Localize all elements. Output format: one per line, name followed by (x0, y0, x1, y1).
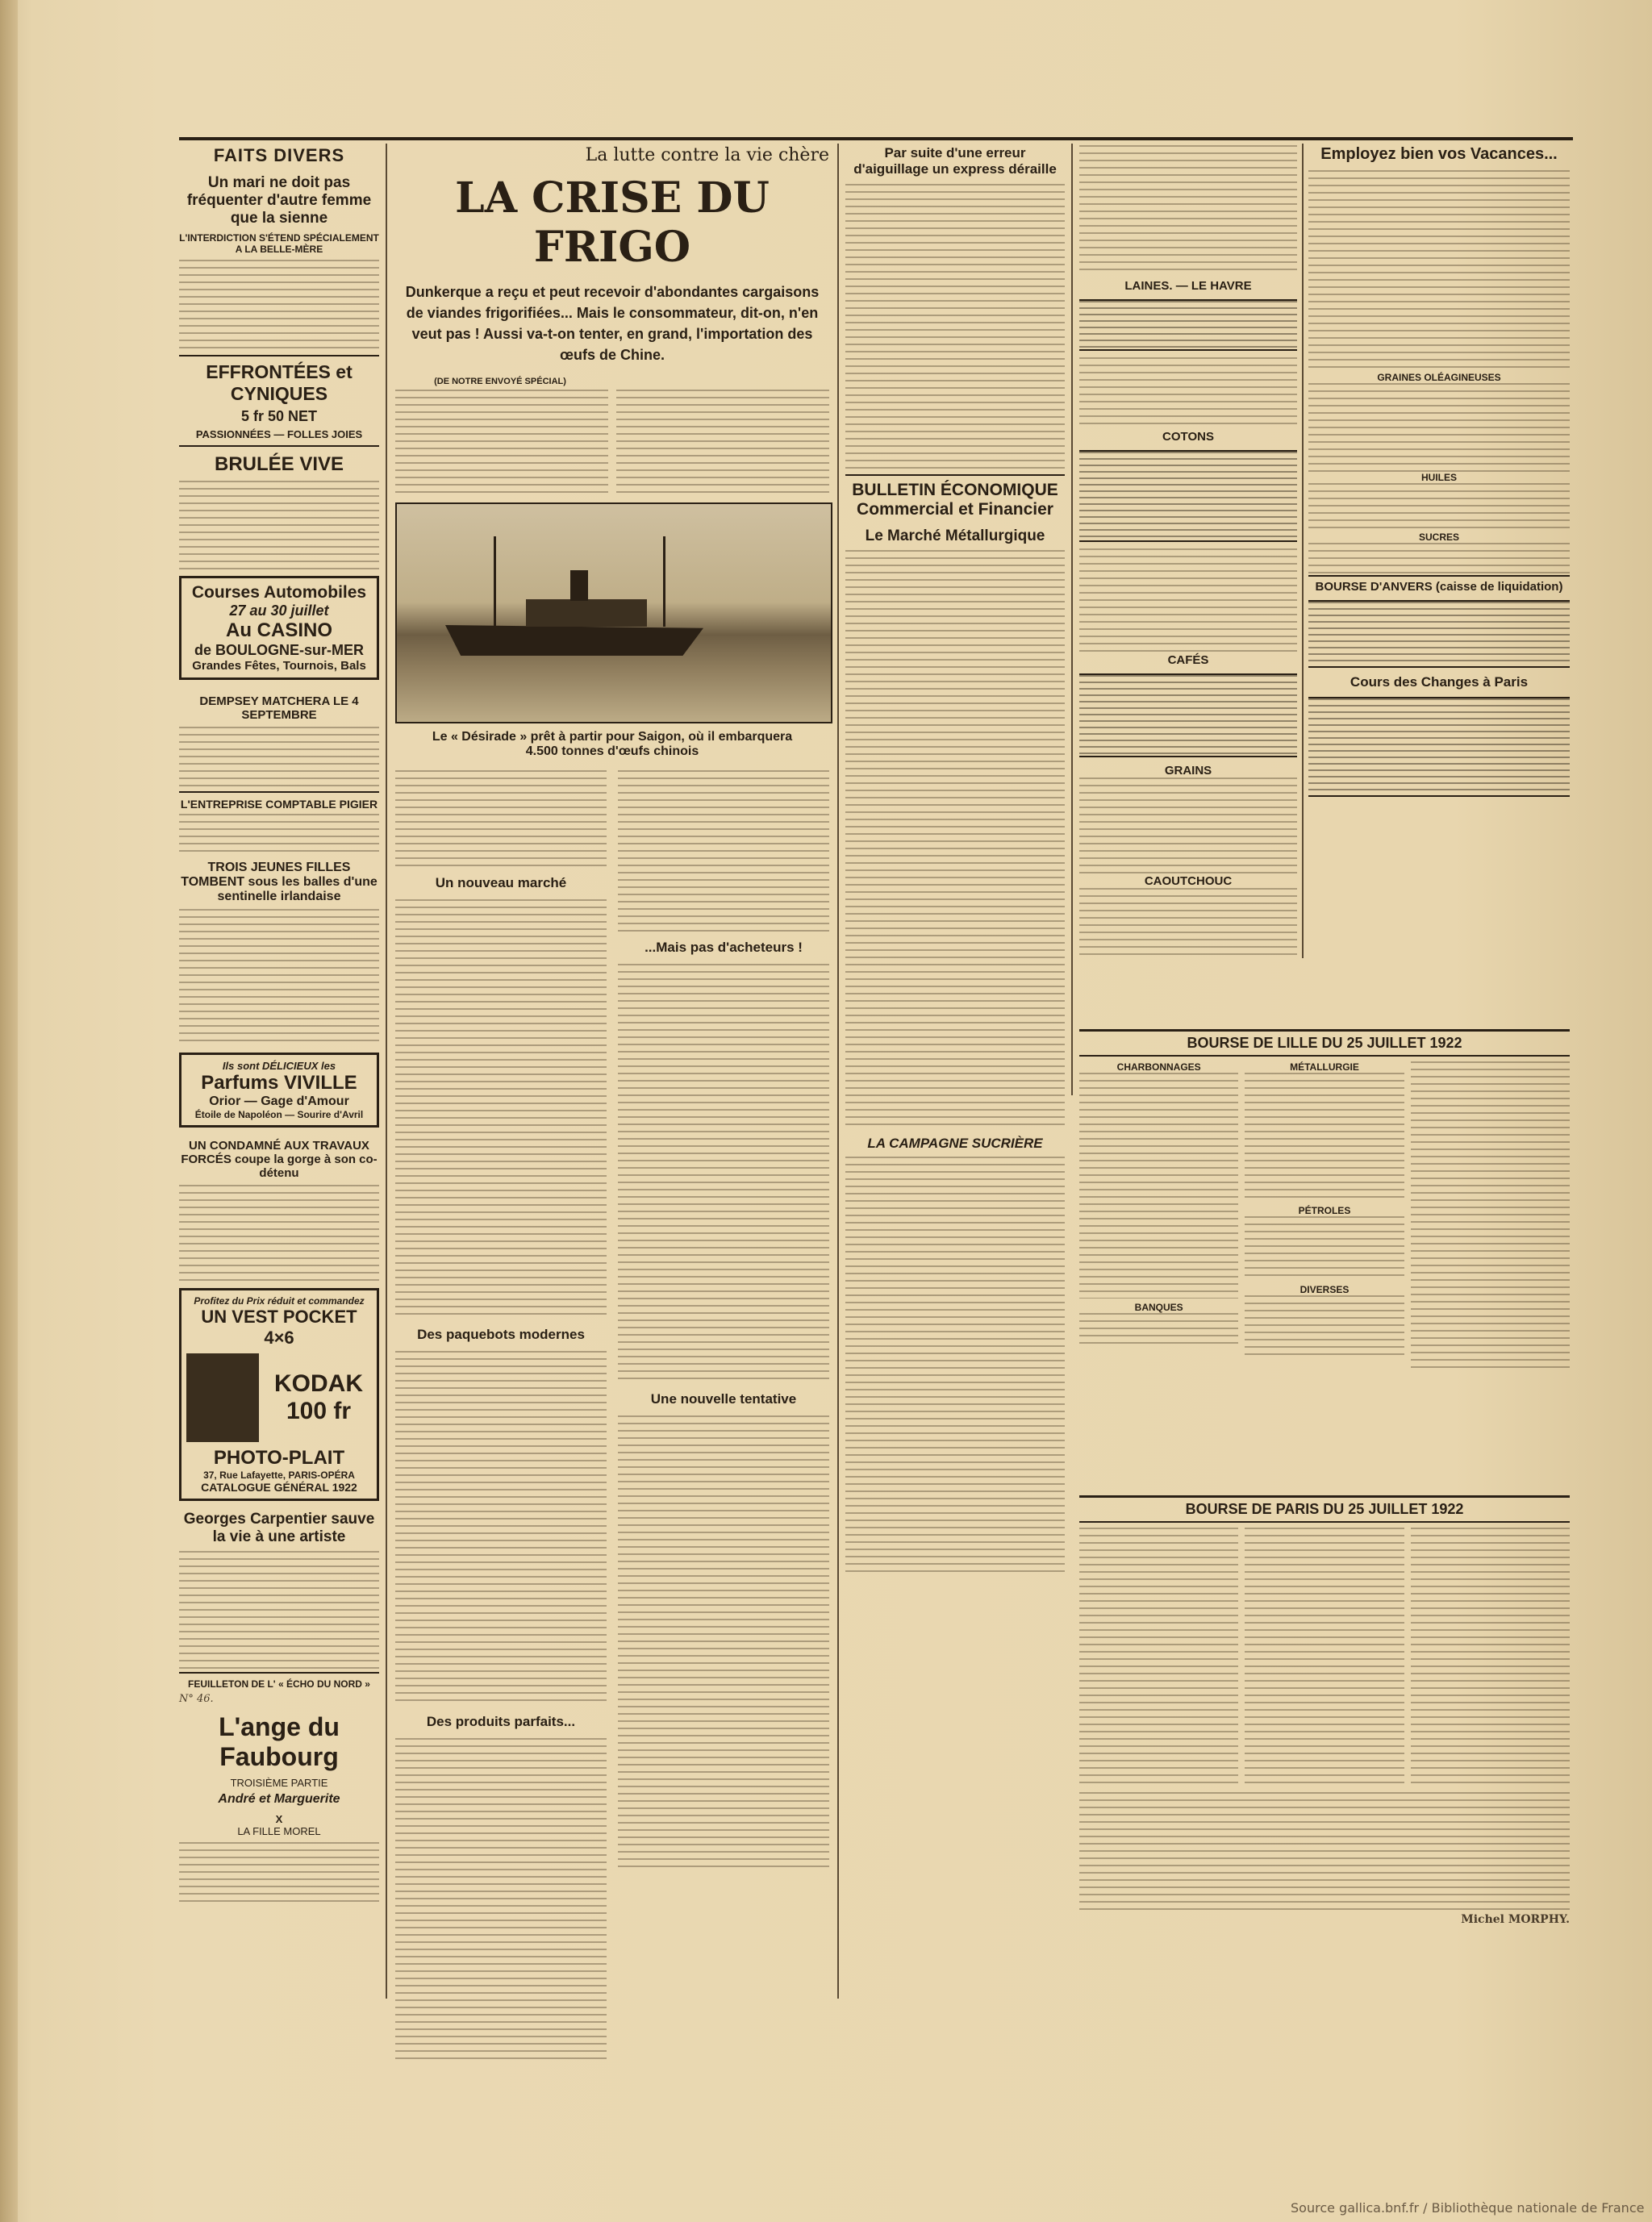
ad-line: Grandes Fêtes, Tournois, Bals (192, 659, 366, 673)
market-heading: SUCRES (1418, 532, 1459, 543)
ad-line: 27 au 30 juillet (229, 602, 329, 619)
article-text (395, 1351, 607, 1706)
ad-line: CATALOGUE GÉNÉRAL 1922 (201, 1481, 357, 1494)
ad-kodak (179, 1288, 379, 1501)
ad-body (186, 1353, 372, 1442)
ad-text (179, 814, 379, 854)
headline-campagne-sucriere: LA CAMPAGNE SUCRIÈRE (867, 1136, 1043, 1151)
photo-caption: Le « Désirade » prêt à partir pour Saigon, où il embarquera (432, 730, 793, 744)
market-text (1308, 483, 1570, 532)
lille-grid (1079, 1061, 1570, 1368)
kicker: La lutte contre la vie chère (585, 145, 829, 165)
bulletin-subtitle: Commercial et Financier (857, 500, 1053, 519)
column-vacances (1308, 145, 1570, 952)
quote-rows (1245, 1073, 1404, 1202)
top-rule (179, 137, 1573, 140)
novel-continuation (1079, 1792, 1570, 1913)
quote-rows (1079, 1313, 1238, 1345)
subhead: ...Mais pas d'acheteurs ! (645, 940, 803, 955)
article-column-left (395, 770, 607, 2061)
ad-casino-boulogne (179, 576, 379, 680)
column-bulletin (845, 145, 1065, 1597)
headline-vacances: Employez bien vos Vacances... (1320, 145, 1558, 163)
article-text (179, 481, 379, 569)
chapter-number: X (275, 1813, 283, 1825)
group-heading: BANQUES (1134, 1302, 1183, 1313)
ad-line: Étoile de Napoléon — Sourire d'Avril (194, 1109, 364, 1120)
ad-line: 37, Rue Lafayette, PARIS-OPÉRA (203, 1470, 355, 1481)
article-text (618, 1415, 829, 1867)
market-table (1079, 673, 1297, 757)
subhead: Des produits parfaits... (426, 1714, 576, 1729)
anvers-table (1308, 600, 1570, 668)
source-credit: Source gallica.bnf.fr / Bibliothèque nationale de France (1291, 2200, 1645, 2216)
bourse-lille (1079, 1029, 1570, 1313)
article-text (845, 184, 1065, 474)
byline: (DE NOTRE ENVOYÉ SPÉCIAL) (434, 377, 566, 386)
changes-title: Cours des Changes à Paris (1350, 674, 1529, 690)
column-faits-divers (179, 145, 379, 2178)
ad-line: Parfums VIVILLE (201, 1072, 357, 1094)
ad-line: Orior — Gage d'Amour (209, 1094, 349, 1108)
ad-parfums-viville (179, 1053, 379, 1128)
article-text (395, 899, 607, 1319)
photo-caption: 4.500 tonnes d'œufs chinois (525, 744, 699, 758)
headline-metallurgique: Le Marché Métallurgique (865, 527, 1045, 544)
bourse-anvers-title: BOURSE D'ANVERS (caisse de liquidation) (1308, 575, 1570, 594)
subhead: Un nouveau marché (435, 875, 567, 890)
ad-line: PHOTO-PLAIT (213, 1447, 345, 1469)
market-text (1079, 548, 1297, 653)
quote-rows (1411, 1061, 1570, 1368)
market-text (1079, 777, 1297, 874)
quote-rows (1079, 1073, 1238, 1299)
feuilleton-number: N° 46. (179, 1693, 214, 1705)
bourse-paris-title: BOURSE DE PARIS DU 25 JUILLET 1922 (1079, 1495, 1570, 1523)
subhead-interdiction: L'INTERDICTION S'ÉTEND SPÉCIALEMENT A LA BELLE-MÈRE (179, 232, 379, 255)
market-text (1079, 145, 1297, 274)
ad-brand: KODAK (274, 1370, 363, 1397)
novel-part: TROISIÈME PARTIE (230, 1777, 328, 1789)
paris-grid (1079, 1528, 1570, 1786)
headline-condamne: UN CONDAMNÉ AUX TRAVAUX FORCÉS coupe la gorge à son co-détenu (181, 1139, 378, 1180)
column-rule (386, 144, 387, 1999)
lille-col (1079, 1061, 1238, 1368)
column-markets (1079, 145, 1297, 1081)
article-crise-du-frigo (395, 145, 829, 2129)
bulletin-title: BULLETIN ÉCONOMIQUE (845, 474, 1065, 500)
ship-mast (494, 536, 496, 627)
headline-jeunes-filles: TROIS JEUNES FILLES TOMBENT sous les balles d'une sentinelle irlandaise (181, 861, 378, 903)
article-column-right (618, 770, 829, 2061)
headline-express: Par suite d'une erreur d'aiguillage un express déraille (853, 145, 1057, 177)
market-heading: GRAINES OLÉAGINEUSES (1377, 372, 1501, 383)
ad-line: de BOULOGNE-sur-MER (194, 642, 364, 658)
ad-effrontees (179, 355, 379, 447)
ad-price: 100 fr (286, 1398, 352, 1424)
market-table (1079, 299, 1297, 351)
market-heading: HUILES (1420, 472, 1457, 483)
column-rule (1071, 144, 1073, 1095)
article-text (179, 1185, 379, 1282)
column-rule (837, 144, 839, 1999)
article-text (1308, 170, 1570, 372)
article-text (845, 1157, 1065, 1576)
article-text (179, 727, 379, 791)
market-table (1079, 450, 1297, 542)
bourse-lille-title: BOURSE DE LILLE DU 25 JUILLET 1922 (1079, 1029, 1570, 1057)
column-rule (1302, 144, 1304, 958)
deck: Dunkerque a reçu et peut recevoir d'abondantes cargaisons de viandes frigorifiées... Mais le consommateur, dit-on, n'en veut pas ! Aussi va-t-on tenter, en grand, l'importation des œufs de Chine. (405, 284, 820, 363)
quote-rows (1411, 1528, 1570, 1786)
bourse-paris (1079, 1495, 1570, 1947)
ad-title: EFFRONTÉES et CYNIQUES (206, 361, 353, 404)
article-columns (395, 770, 829, 2061)
ad-line: UN VEST POCKET 4×6 (201, 1307, 357, 1348)
ad-line: Au CASINO (226, 619, 332, 641)
ship-photo (395, 502, 832, 723)
chapter-title: LA FILLE MOREL (237, 1825, 321, 1837)
market-heading: LAINES. — LE HAVRE (1124, 279, 1252, 293)
binding-spine (0, 0, 18, 2222)
market-heading: GRAINS (1164, 764, 1212, 777)
market-heading: COTONS (1162, 430, 1214, 444)
quote-rows (1245, 1528, 1404, 1786)
headline-brulee: BRULÉE VIVE (214, 453, 344, 475)
article-text (395, 770, 607, 867)
lille-col (1245, 1061, 1404, 1368)
section-title: FAITS DIVERS (213, 145, 345, 165)
ad-price: 5 fr 50 NET (240, 408, 318, 424)
feuilleton-label: FEUILLETON DE L' « ÉCHO DU NORD » (179, 1672, 379, 1690)
subhead: Une nouvelle tentative (650, 1391, 797, 1407)
article-text (179, 909, 379, 1046)
article-text (845, 550, 1065, 1131)
ship-hull (445, 625, 703, 656)
ad-line: Ils sont DÉLICIEUX les (222, 1060, 336, 1072)
changes-table (1308, 697, 1570, 797)
market-text (1308, 383, 1570, 472)
market-heading: CAOUTCHOUC (1144, 874, 1233, 888)
ad-line: Courses Automobiles (191, 583, 367, 602)
quote-rows (1245, 1216, 1404, 1281)
market-text (1079, 888, 1297, 961)
quote-rows (1245, 1295, 1404, 1360)
quote-rows (1079, 1528, 1238, 1786)
subhead: Des paquebots modernes (417, 1327, 585, 1342)
market-text (1079, 357, 1297, 430)
novel-title: L'ange du Faubourg (219, 1712, 340, 1771)
novel-subtitle: André et Marguerite (218, 1792, 340, 1806)
lille-col (1411, 1061, 1570, 1368)
article-text (395, 1738, 607, 2061)
headline-dempsey: DEMPSEY MATCHERA LE 4 SEPTEMBRE (199, 694, 359, 722)
group-heading: CHARBONNAGES (1116, 1061, 1201, 1073)
headline-mari: Un mari ne doit pas fréquenter d'autre femme que la sienne (186, 174, 372, 227)
market-heading: CAFÉS (1167, 653, 1209, 667)
article-text (618, 770, 829, 932)
ship-superstructure (526, 599, 647, 627)
group-heading: PÉTROLES (1298, 1205, 1351, 1216)
camera-illustration (186, 1353, 259, 1442)
ad-line: Profitez du Prix réduit et commandez (194, 1295, 365, 1307)
article-text (618, 964, 829, 1383)
ship-funnel (570, 570, 588, 601)
article-text (179, 260, 379, 348)
ad-subtitle: PASSIONNÉES — FOLLES JOIES (195, 428, 363, 440)
article-text (179, 1842, 379, 1907)
intro-text (395, 390, 829, 494)
group-heading: DIVERSES (1299, 1284, 1350, 1295)
ad-pigier: L'ENTREPRISE COMPTABLE PIGIER (179, 791, 379, 811)
ship-mast (663, 536, 665, 627)
article-text (179, 1551, 379, 1672)
group-heading: MÉTALLURGIE (1290, 1061, 1359, 1073)
market-text (1308, 543, 1570, 575)
signature: Michel MORPHY. (1461, 1913, 1570, 1926)
headline-carpentier: Georges Carpentier sauve la vie à une artiste (183, 1511, 375, 1545)
main-headline: LA CRISE DU FRIGO (455, 173, 770, 272)
